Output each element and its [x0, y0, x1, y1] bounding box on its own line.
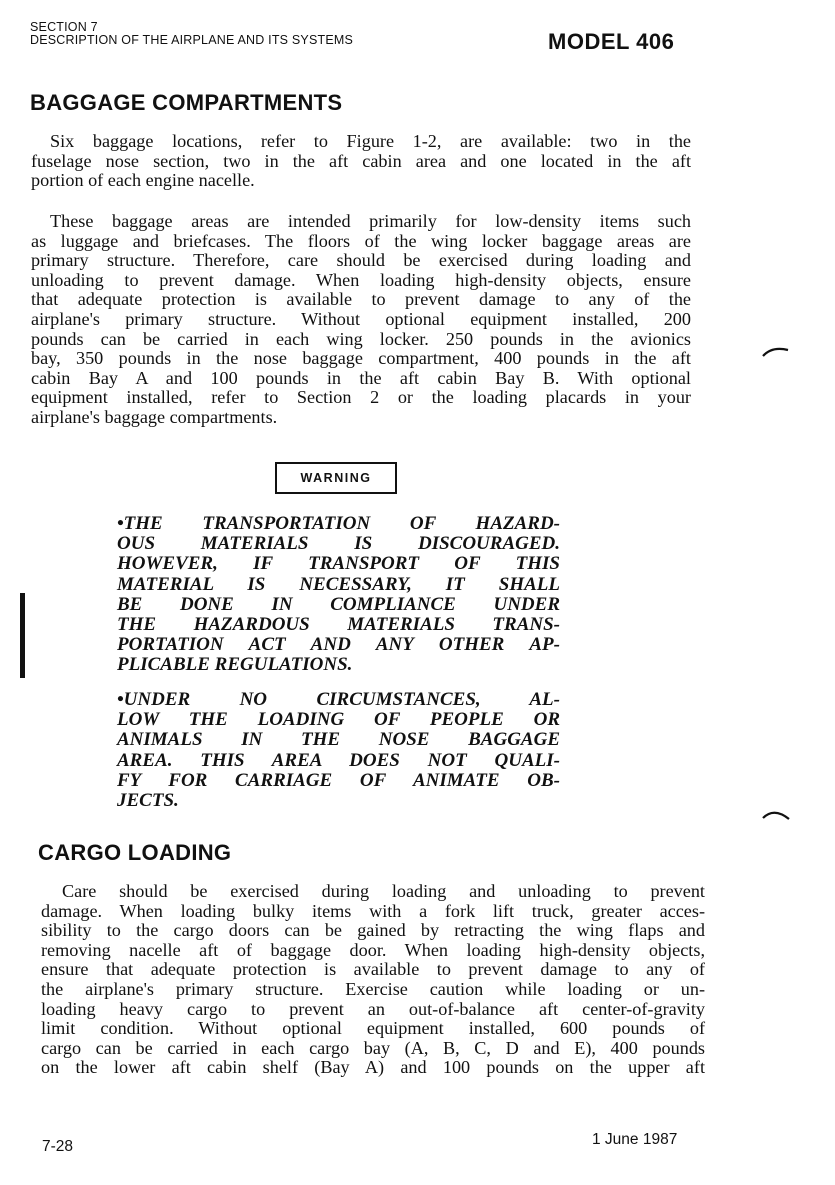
warning-line: LOW THE LOADING OF PEOPLE OR — [117, 709, 560, 731]
text-line: on the lower aft cabin shelf (Bay A) and 100 pounds on the upper aft — [41, 1057, 705, 1078]
text-line: loading heavy cargo to prevent an out-of-balance aft center-of-gravity — [41, 998, 705, 1019]
model-number: MODEL 406 — [548, 29, 675, 54]
warning-line: PORTATION ACT AND ANY OTHER AP- — [117, 634, 560, 656]
text-line: the airplane's primary structure. Exercise caution while loading or un- — [41, 978, 705, 999]
text-line: Care should be exercised during loading and unloading to prevent — [62, 881, 705, 901]
warning-item-1 — [117, 514, 560, 676]
warning-line: HOWEVER, IF TRANSPORT OF THIS — [117, 553, 560, 575]
baggage-heading: BAGGAGE COMPARTMENTS — [30, 90, 343, 115]
text-line: airplane's baggage compartments. — [31, 406, 278, 427]
cargo-paragraph — [41, 882, 705, 1078]
warning-line: BE DONE IN COMPLIANCE UNDER — [117, 593, 560, 615]
baggage-paragraph-2 — [31, 212, 691, 428]
text-line: fuselage nose section, two in the aft cabin area and one located in the aft — [31, 150, 691, 171]
text-line: airplane's primary structure. Without optional equipment installed, 200 — [31, 308, 691, 329]
text-line: that adequate protection is available to prevent damage to any of the — [31, 289, 691, 310]
warning-label: WARNING — [275, 462, 397, 494]
text-line: as luggage and briefcases. The floors of the wing locker baggage areas are — [31, 230, 691, 251]
text-line: unloading to prevent damage. When loading high-density objects, ensure — [31, 269, 691, 290]
warning-line: ANIMALS IN THE NOSE BAGGAGE — [117, 729, 560, 751]
warning-item-2 — [117, 690, 560, 811]
text-line: limit condition. Without optional equipment installed, 600 pounds of — [41, 1018, 705, 1039]
page-number: 7-28 — [42, 1138, 74, 1155]
cargo-heading: CARGO LOADING — [38, 840, 232, 865]
warning-line: •UNDER NO CIRCUMSTANCES, AL- — [117, 689, 560, 710]
warning-line: MATERIAL IS NECESSARY, IT SHALL — [117, 573, 560, 595]
revision-date: 1 June 1987 — [592, 1131, 678, 1148]
scan-mark — [762, 344, 790, 358]
text-line: ensure that adequate protection is available to prevent damage to any of — [41, 959, 705, 980]
text-line: Six baggage locations, refer to Figure 1-2, are available: two in the — [50, 131, 691, 151]
section-title: DESCRIPTION OF THE AIRPLANE AND ITS SYSTEMS — [30, 33, 354, 47]
text-line: sibility to the cargo doors can be gained by retracting the wing flaps and — [41, 920, 705, 941]
warning-line: AREA. THIS AREA DOES NOT QUALI- — [117, 749, 560, 771]
text-line: portion of each engine nacelle. — [31, 170, 255, 191]
text-line: damage. When loading bulky items with a fork lift truck, greater acces- — [41, 900, 705, 921]
text-line: These baggage areas are intended primarily for low-density items such — [50, 211, 691, 231]
text-line: equipment installed, refer to Section 2 or the loading placards in your — [31, 387, 691, 408]
text-line: primary structure. Therefore, care should be exercised during loading and — [31, 250, 691, 271]
section-number: SECTION 7 — [30, 20, 98, 34]
baggage-paragraph-1 — [31, 132, 691, 191]
warning-line: PLICABLE REGULATIONS. — [117, 654, 353, 676]
warning-line: JECTS. — [117, 790, 179, 812]
warning-line: OUS MATERIALS IS DISCOURAGED. — [117, 533, 560, 555]
scan-mark — [762, 806, 790, 820]
text-line: bay, 350 pounds in the nose baggage compartment, 400 pounds in the aft — [31, 348, 691, 369]
revision-bar — [20, 593, 25, 678]
text-line: cabin Bay A and 100 pounds in the aft cabin Bay B. With optional — [31, 367, 691, 388]
text-line: pounds can be carried in each wing locker. 250 pounds in the avionics — [31, 328, 691, 349]
warning-line: THE HAZARDOUS MATERIALS TRANS- — [117, 614, 560, 636]
text-line: cargo can be carried in each cargo bay (A, B, C, D and E), 400 pounds — [41, 1037, 705, 1058]
text-line: removing nacelle aft of baggage door. When loading high-density objects, — [41, 939, 705, 960]
warning-line: •THE TRANSPORTATION OF HAZARD- — [117, 513, 560, 534]
warning-line: FY FOR CARRIAGE OF ANIMATE OB- — [117, 769, 560, 791]
